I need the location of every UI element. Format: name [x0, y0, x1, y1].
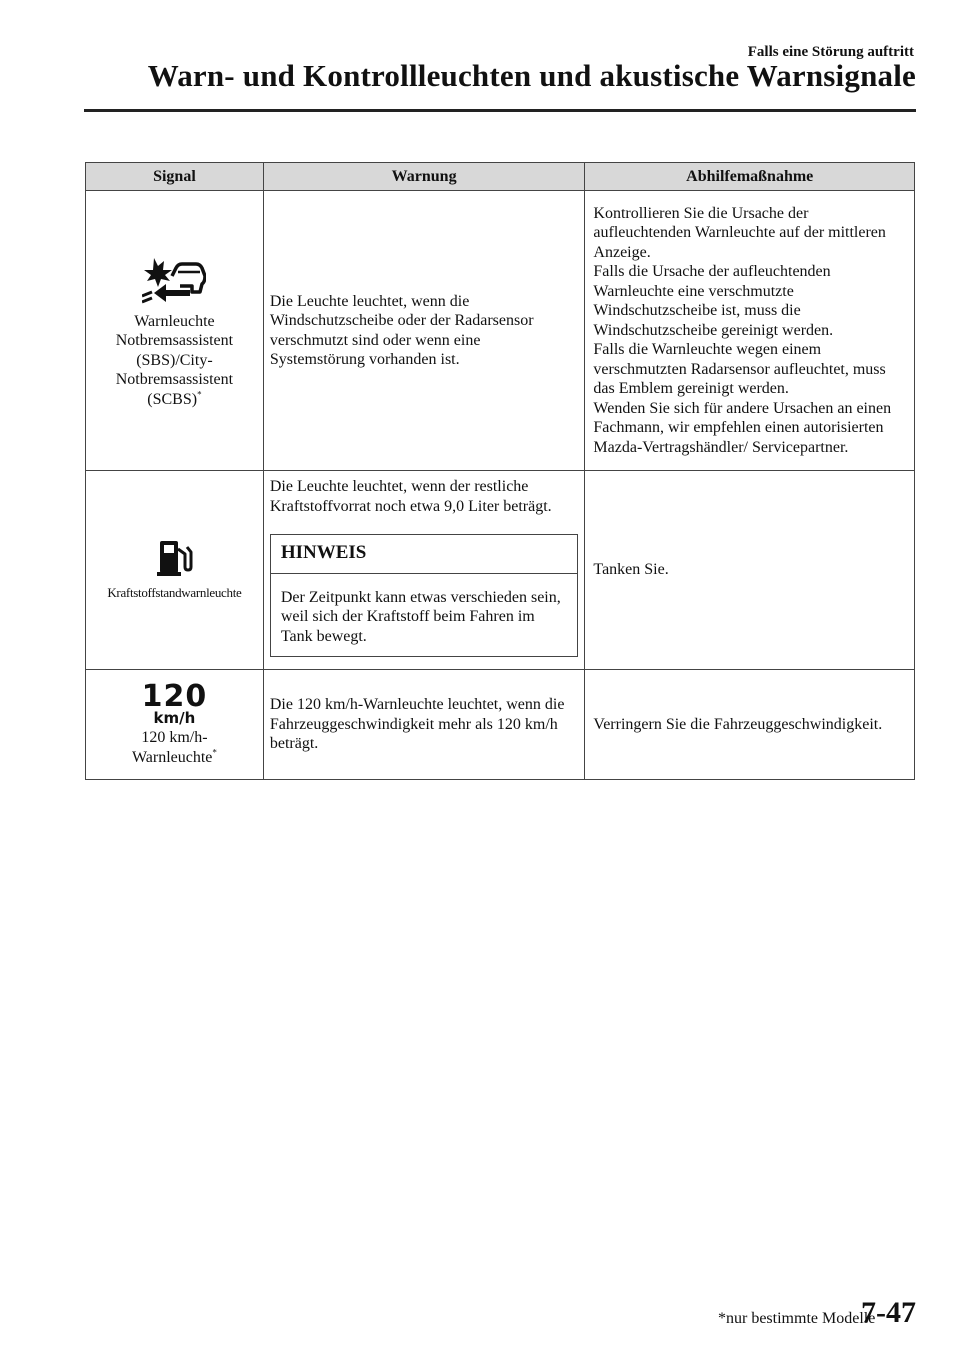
col-header-remedy: Abhilfemaßnahme — [585, 163, 915, 191]
table-row — [86, 471, 915, 670]
remedy-cell: Tanken Sie. — [585, 471, 915, 670]
signal-cell — [86, 670, 264, 780]
warning-text: Die Leuchte leuchtet, wenn der restliche Kraftstoffvorrat noch etwa 9,0 Liter beträgt. — [269, 478, 552, 515]
signal-label-line: Warnleuchte — [134, 312, 215, 330]
note-box — [270, 534, 579, 657]
model-footnote-mark: * — [197, 389, 202, 400]
speed-120-icon-number: 120 — [141, 679, 208, 714]
remedy-cell: Kontrollieren Sie die Ursache der aufleuchtenden Warnleuchte auf der mittleren Anzeige. Falls die Ursache der aufleuchtenden Warnleuchte eine verschmutzte Windschutzscheibe ist, muss die Windschutzscheibe gereinigt werden. Falls die Warnleuchte wegen einem verschmutzten Radarsensor aufleuchtet, muss das Emblem gereinigt werden. Wenden Sie sich für andere Ursachen an einen Fachmann, wir empfehlen einen autorisierten Mazda-Vertragshändler/ Servicepartner. — [585, 191, 915, 471]
model-footnote-mark: * — [212, 747, 217, 758]
signal-label-line — [92, 390, 257, 410]
speed-120-icon — [141, 679, 208, 727]
signal-cell — [86, 191, 264, 471]
page-number: 7-47 — [861, 1296, 916, 1329]
signal-label-text: Kraftstoffstandwarnleuchte — [107, 585, 242, 601]
fuel-pump-icon — [154, 537, 194, 577]
table-header-row — [86, 163, 915, 191]
signal-label-line: Notbremsassistent — [115, 332, 234, 350]
note-text: Der Zeitpunkt kann etwas verschieden sein, weil sich der Kraftstoff beim Fahren im Tank bewegt. — [280, 588, 561, 645]
signal-cell — [86, 471, 264, 670]
table-row — [86, 670, 915, 780]
speed-120-icon-unit: km/h — [153, 709, 196, 727]
note-title: HINWEIS — [271, 535, 578, 574]
col-header-warning: Warnung — [263, 163, 585, 191]
table-row — [86, 191, 915, 471]
remedy-cell: Verringern Sie die Fahrzeuggeschwindigkeit. — [585, 670, 915, 780]
footnote-models: *nur bestimmte Modelle — [718, 1310, 876, 1327]
signal-label-text: (SCBS) — [147, 390, 198, 408]
page-title: Warn- und Kontrollleuchten und akustische Warnsignale — [147, 58, 916, 93]
warning-lights-table — [85, 162, 915, 780]
signal-label-line — [92, 748, 257, 768]
signal-label-line: (SBS)/City- — [136, 351, 213, 369]
warning-cell: Die 120 km/h-Warnleuchte leuchtet, wenn die Fahrzeuggeschwindigkeit mehr als 120 km/h beträgt. — [263, 670, 585, 780]
warning-cell — [263, 471, 585, 670]
warning-cell: Die Leuchte leuchtet, wenn die Windschutzscheibe oder der Radarsensor verschmutzt sind oder wenn eine Systemstörung vorhanden ist. — [263, 191, 585, 471]
col-header-signal: Signal — [86, 163, 264, 191]
title-rule — [84, 109, 916, 112]
section-label: Falls eine Störung auftritt — [747, 44, 914, 60]
signal-label-text: Warnleuchte — [131, 748, 213, 766]
signal-label-line: 120 km/h- — [141, 729, 208, 746]
signal-label-line: Notbremsassistent — [115, 371, 234, 389]
sbs-scbs-warning-icon — [142, 252, 206, 306]
